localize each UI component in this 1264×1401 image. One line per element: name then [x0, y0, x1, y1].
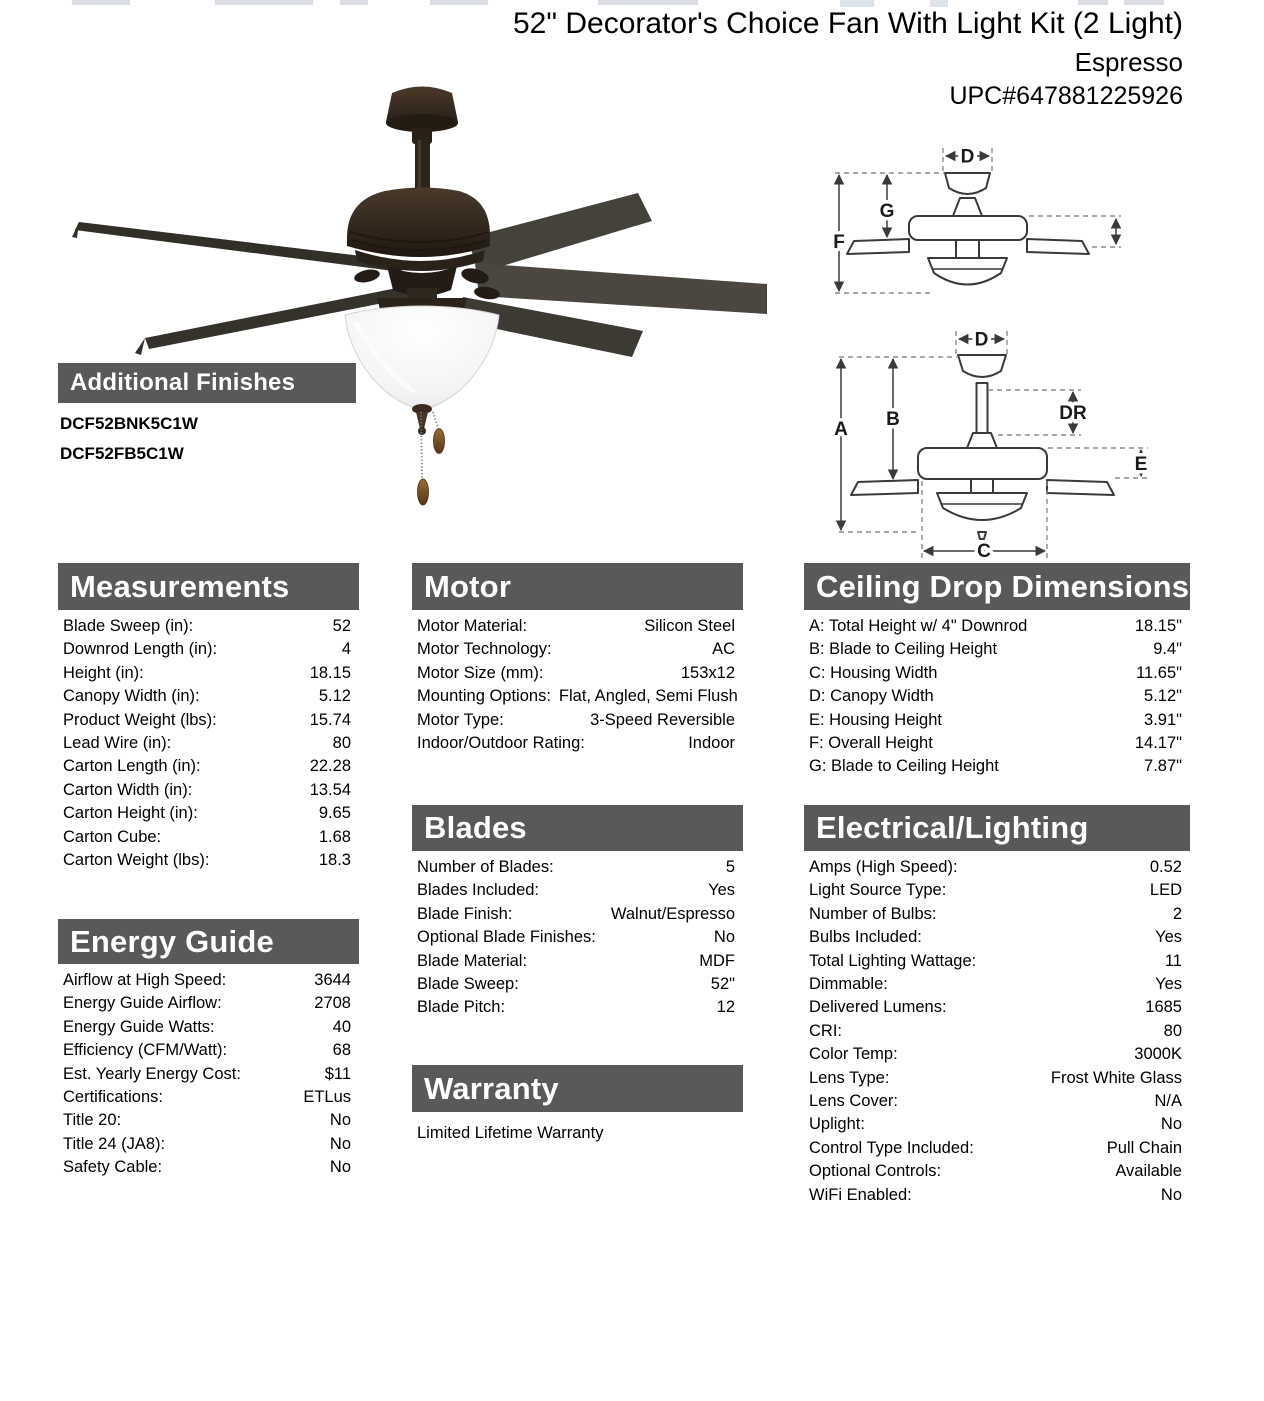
spec-row	[412, 662, 743, 685]
spec-label: Energy Guide Airflow:	[63, 994, 222, 1013]
spec-row	[58, 638, 359, 661]
bowl-outline	[937, 493, 1027, 520]
spec-table	[804, 856, 1190, 1207]
spec-value: 22.28	[309, 757, 351, 776]
spec-label: Carton Height (in):	[63, 804, 198, 823]
spec-value: 2	[1172, 904, 1182, 923]
spec-value: Available	[1115, 1162, 1182, 1181]
spec-label: Dimmable:	[809, 975, 888, 994]
product-finish: Espresso	[1074, 47, 1183, 77]
product-photo-fan	[55, 60, 785, 620]
spec-value: No	[713, 928, 735, 947]
spec-row	[804, 1160, 1190, 1183]
spec-row	[412, 732, 743, 755]
spec-table	[58, 615, 359, 872]
spec-row	[412, 926, 743, 949]
spec-table	[412, 856, 743, 1020]
blade-outline	[851, 480, 918, 495]
section-title: Blades	[424, 810, 527, 845]
spec-label: Motor Technology:	[417, 640, 552, 659]
warranty-text: Limited Lifetime Warranty	[417, 1124, 604, 1142]
spec-row	[412, 903, 743, 926]
spec-row	[804, 1184, 1190, 1207]
spec-row	[804, 709, 1190, 732]
dim-label-b: B	[886, 409, 900, 430]
spec-value: 0.52	[1149, 858, 1182, 876]
section-measurements	[58, 563, 359, 872]
spec-value: 3.91"	[1144, 710, 1182, 729]
spec-row	[412, 950, 743, 973]
spec-label: CRI:	[809, 1021, 842, 1040]
dim-label-e: E	[1134, 454, 1148, 475]
spec-label: Mounting Options:	[417, 687, 551, 706]
diagram-flush-mount	[833, 147, 1121, 294]
spec-value: Pull Chain	[1106, 1138, 1182, 1157]
spec-label: Light Source Type:	[809, 881, 947, 900]
spec-label: Color Temp:	[809, 1045, 898, 1064]
spec-value: 1685	[1145, 998, 1182, 1017]
spec-row	[58, 662, 359, 685]
spec-value: 80	[332, 734, 351, 753]
dim-label-d-flush: D	[960, 146, 975, 168]
housing-outline	[909, 216, 1027, 240]
section-title: Warranty	[424, 1070, 559, 1106]
spec-label: Product Weight (lbs):	[63, 710, 217, 729]
section-header	[58, 563, 359, 610]
fan-light-bowl	[345, 298, 499, 435]
dimension-diagrams	[825, 135, 1200, 575]
spec-label: Downrod Length (in):	[63, 640, 218, 659]
spec-value: 18.15"	[1134, 617, 1182, 635]
spec-value: No	[329, 1111, 351, 1130]
spec-label: Optional Blade Finishes:	[417, 928, 596, 947]
spec-label: Safety Cable:	[63, 1158, 163, 1177]
spec-label: Motor Size (mm):	[417, 663, 544, 682]
spec-label: Blade Sweep:	[417, 975, 519, 994]
dim-label-dr: DR	[1059, 403, 1087, 424]
spec-label: Delivered Lumens:	[809, 998, 947, 1017]
spec-row	[804, 615, 1190, 638]
spec-row	[412, 856, 743, 879]
spec-row	[412, 685, 743, 708]
downrod-outline	[977, 383, 988, 433]
spec-row	[804, 638, 1190, 661]
canopy-outline	[945, 173, 990, 194]
spec-value: 3000K	[1134, 1045, 1182, 1064]
dim-label-d-downrod: D	[974, 329, 989, 351]
spec-row	[804, 879, 1190, 902]
section-warranty	[412, 1065, 743, 1143]
spec-row	[412, 996, 743, 1019]
spec-label: G: Blade to Ceiling Height	[809, 757, 999, 776]
spec-row	[58, 1156, 359, 1179]
spec-value: 14.17"	[1134, 734, 1182, 753]
section-motor	[412, 563, 743, 755]
spec-value: 153x12	[680, 663, 735, 682]
spec-value: No	[1160, 1185, 1182, 1204]
spec-value: Yes	[708, 881, 735, 900]
spec-value: 80	[1163, 1021, 1182, 1040]
spec-value: No	[329, 1134, 351, 1153]
spec-row	[58, 849, 359, 872]
spec-label: E: Housing Height	[809, 710, 942, 729]
spec-value: 7.87"	[1144, 757, 1182, 776]
section-header	[412, 563, 743, 610]
spec-row	[412, 709, 743, 732]
spec-label: Bulbs Included:	[809, 928, 922, 947]
spec-label: C: Housing Width	[809, 663, 938, 682]
spec-label: Certifications:	[63, 1088, 163, 1107]
spec-label: Lens Cover:	[809, 1092, 898, 1111]
spec-label: Height (in):	[63, 663, 144, 682]
fan-canopy	[386, 87, 458, 145]
spec-label: Number of Bulbs:	[809, 904, 937, 923]
spec-row	[804, 732, 1190, 755]
spec-label: Blade Pitch:	[417, 998, 506, 1017]
spec-row	[58, 826, 359, 849]
spec-value: 13.54	[309, 780, 351, 799]
spec-row	[58, 1086, 359, 1109]
spec-row	[804, 996, 1190, 1019]
spec-row	[804, 903, 1190, 926]
spec-row	[58, 732, 359, 755]
model-number: DCF52FB5C1W	[60, 444, 184, 463]
section-header	[412, 805, 743, 851]
spec-row	[804, 1137, 1190, 1160]
product-upc: UPC#647881225926	[949, 82, 1183, 110]
spec-value: Indoor	[688, 734, 735, 753]
spec-value: ETLus	[303, 1088, 351, 1107]
product-title: 52" Decorator's Choice Fan With Light Kit (2 Light)	[512, 7, 1183, 40]
spec-row	[412, 879, 743, 902]
dim-label-c: C	[977, 541, 991, 562]
spec-table	[804, 615, 1190, 779]
spec-value: 4	[341, 640, 351, 659]
model-number: DCF52BNK5C1W	[60, 414, 198, 433]
spec-row	[804, 973, 1190, 996]
spec-value: $11	[324, 1064, 351, 1083]
spec-label: Control Type Included:	[809, 1138, 974, 1157]
bowl-outline	[928, 258, 1007, 285]
spec-row	[804, 1113, 1190, 1136]
pull-chains	[418, 412, 445, 505]
spec-label: Carton Length (in):	[63, 757, 201, 776]
spec-row	[58, 1039, 359, 1062]
spec-value: 9.4"	[1153, 640, 1182, 659]
spec-value: Yes	[1155, 975, 1182, 994]
spec-value: 5.12"	[1144, 687, 1182, 706]
spec-value: 12	[716, 998, 735, 1017]
section-additional-finishes	[58, 363, 356, 469]
canopy-outline	[958, 355, 1006, 377]
spec-label: Optional Controls:	[809, 1162, 942, 1181]
section-header	[804, 563, 1190, 610]
spec-label: Blade Material:	[417, 951, 528, 970]
spec-label: Blade Sweep (in):	[63, 617, 194, 635]
fan-motor-housing	[347, 188, 501, 309]
spec-label: Blades Included:	[417, 881, 540, 900]
spec-label: Est. Yearly Energy Cost:	[63, 1064, 241, 1083]
spec-row	[58, 1109, 359, 1132]
spec-value: 11	[1164, 951, 1182, 970]
spec-value: N/A	[1154, 1092, 1182, 1111]
diagram-downrod-mount	[834, 330, 1148, 563]
spec-value: No	[1160, 1115, 1182, 1134]
spec-row	[804, 1067, 1190, 1090]
spec-row	[804, 685, 1190, 708]
spec-row	[58, 615, 359, 638]
spec-value: Silicon Steel	[644, 617, 735, 635]
spec-label: Title 24 (JA8):	[63, 1134, 166, 1153]
spec-label: Title 20:	[63, 1111, 122, 1130]
fan-downrod	[415, 140, 430, 194]
section-title: Measurements	[70, 568, 290, 604]
spec-row	[58, 709, 359, 732]
spec-value: 18.15	[309, 663, 351, 682]
spec-table	[58, 969, 359, 1180]
spec-row	[412, 615, 743, 638]
spec-label: Indoor/Outdoor Rating:	[417, 734, 585, 753]
spec-row	[804, 1043, 1190, 1066]
spec-value: 3644	[314, 971, 351, 989]
spec-row	[804, 755, 1190, 778]
spec-label: Total Lighting Wattage:	[809, 951, 977, 970]
spec-label: B: Blade to Ceiling Height	[809, 640, 998, 659]
spec-label: Energy Guide Watts:	[63, 1017, 215, 1036]
spec-row	[58, 1063, 359, 1086]
spec-row	[804, 662, 1190, 685]
spec-label: Motor Material:	[417, 617, 528, 635]
section-title: Electrical/Lighting	[816, 810, 1089, 845]
spec-row	[58, 685, 359, 708]
dim-label-f: F	[833, 232, 845, 253]
spec-label: Number of Blades:	[417, 858, 554, 876]
spec-value: 3-Speed Reversible	[590, 710, 735, 729]
spec-table	[412, 615, 743, 755]
spec-value: 9.65	[318, 804, 351, 823]
section-energy-guide	[58, 919, 359, 1180]
spec-label: F: Overall Height	[809, 734, 933, 753]
spec-label: Carton Cube:	[63, 827, 162, 846]
spec-value: 2708	[314, 994, 351, 1013]
spec-value: AC	[712, 640, 735, 659]
spec-label: Efficiency (CFM/Watt):	[63, 1041, 228, 1060]
model-number-list	[58, 409, 356, 469]
section-ceiling-drop-dimensions	[804, 563, 1190, 779]
spec-label: Lead Wire (in):	[63, 734, 172, 753]
dim-label-g: G	[879, 201, 895, 222]
section-title: Additional Finishes	[70, 369, 296, 396]
spec-row	[58, 802, 359, 825]
spec-row	[58, 755, 359, 778]
housing-outline	[918, 448, 1047, 479]
section-electrical-lighting	[804, 805, 1190, 1207]
spec-value: 18.3	[318, 851, 351, 870]
spec-row	[58, 779, 359, 802]
spec-row	[58, 1016, 359, 1039]
spec-row	[58, 969, 359, 992]
spec-value: MDF	[699, 951, 735, 970]
section-header	[412, 1065, 743, 1112]
spec-value: 15.74	[309, 710, 351, 729]
section-header	[804, 805, 1190, 851]
spec-value: LED	[1149, 881, 1182, 900]
spec-label: Canopy Width (in):	[63, 687, 200, 706]
spec-value: 1.68	[318, 827, 351, 846]
spec-label: A: Total Height w/ 4" Downrod	[809, 617, 1028, 635]
spec-row	[58, 1133, 359, 1156]
section-header	[58, 363, 356, 403]
spec-row	[804, 1020, 1190, 1043]
spec-value: Walnut/Espresso	[610, 904, 735, 923]
section-title: Energy Guide	[70, 923, 274, 959]
spec-label: D: Canopy Width	[809, 687, 934, 706]
spec-value: 5.12	[318, 687, 351, 706]
spec-row	[804, 950, 1190, 973]
section-header	[58, 919, 359, 964]
spec-value: Frost White Glass	[1050, 1068, 1182, 1087]
spec-value: 68	[332, 1041, 351, 1060]
section-blades	[412, 805, 743, 1020]
spec-label: Amps (High Speed):	[809, 858, 958, 876]
spec-value: Yes	[1155, 928, 1182, 947]
spec-row	[412, 638, 743, 661]
spec-row	[804, 1090, 1190, 1113]
spec-label: Lens Type:	[809, 1068, 890, 1087]
section-title: Ceiling Drop Dimensions	[816, 568, 1190, 604]
spec-row	[804, 856, 1190, 879]
spec-value: Flat, Angled, Semi Flush	[558, 687, 738, 706]
spec-label: Blade Finish:	[417, 904, 513, 923]
spec-label: WiFi Enabled:	[809, 1185, 912, 1204]
spec-label: Uplight:	[809, 1115, 865, 1134]
spec-row	[804, 926, 1190, 949]
spec-value: 52"	[710, 975, 735, 994]
spec-value: 52	[332, 617, 351, 635]
blade-outline	[847, 239, 909, 254]
spec-row	[412, 973, 743, 996]
spec-label: Airflow at High Speed:	[63, 971, 227, 989]
spec-label: Carton Weight (lbs):	[63, 851, 210, 870]
spec-value: 40	[332, 1017, 351, 1036]
spec-label: Carton Width (in):	[63, 780, 193, 799]
section-title: Motor	[424, 568, 512, 604]
spec-label: Motor Type:	[417, 710, 504, 729]
dim-label-a: A	[834, 419, 848, 440]
title-block	[513, 6, 1183, 112]
spec-value: 11.65"	[1136, 663, 1182, 682]
spec-value: 5	[725, 858, 735, 876]
spec-value: No	[329, 1158, 351, 1177]
spec-row	[58, 992, 359, 1015]
